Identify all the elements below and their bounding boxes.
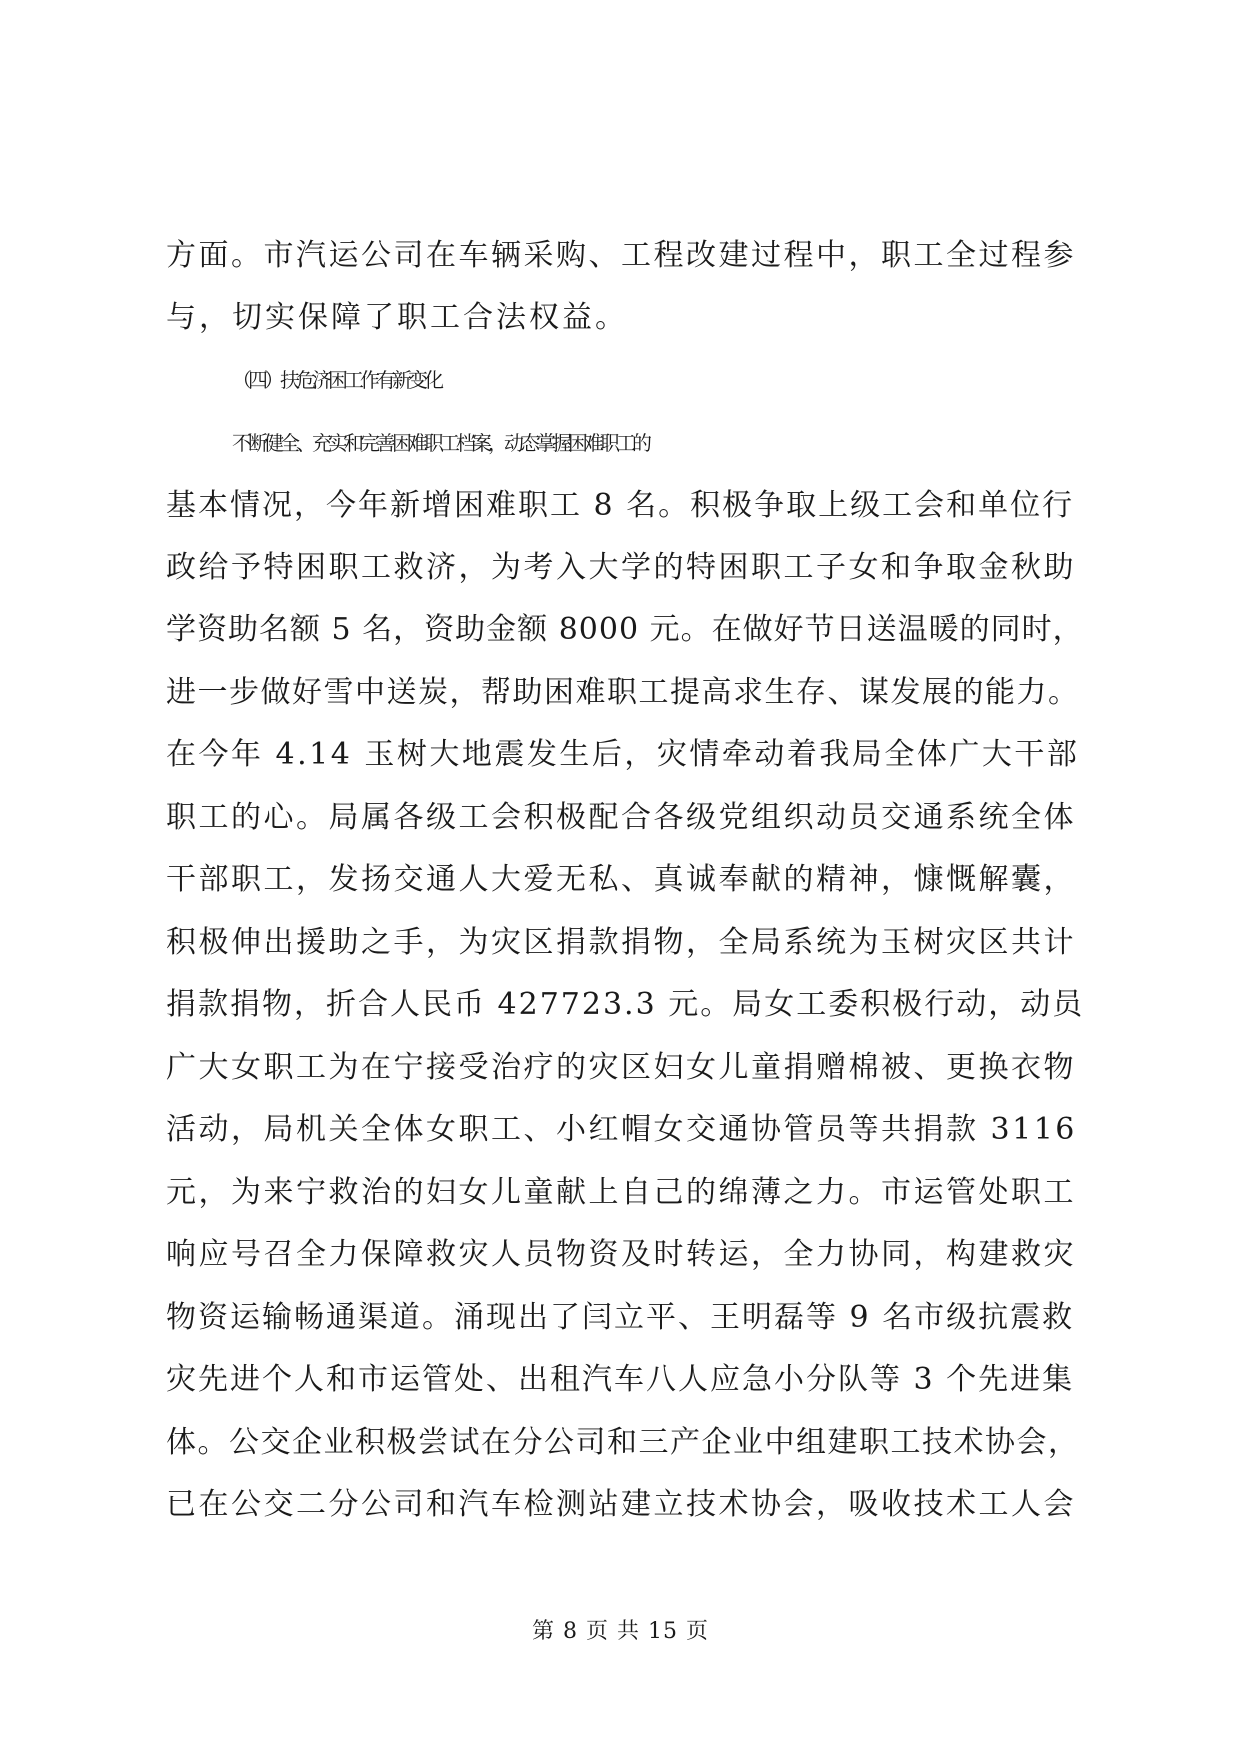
- body-line: 活动，局机关全体女职工、小红帽女交通协管员等共捐款 3116: [166, 1112, 1077, 1147]
- body-line: 已在公交二分公司和汽车检测站建立技术协会，吸收技术工人会: [166, 1487, 1076, 1522]
- body-line: 元，为来宁救治的妇女儿童献上自己的绵薄之力。市运管处职工: [166, 1175, 1076, 1210]
- body-line: 不断健全、充实和完善困难职工档案，动态掌握困难职工的: [232, 431, 648, 455]
- body-line: 进一步做好雪中送炭，帮助困难职工提高求生存、谋发展的能力。: [166, 675, 1080, 710]
- body-line: 学资助名额 5 名，资助金额 8000 元。在做好节日送温暖的同时，: [166, 612, 1084, 647]
- body-line: 在今年 4.14 玉树大地震发生后，灾情牵动着我局全体广大干部: [166, 737, 1080, 772]
- body-line: 职工的心。局属各级工会积极配合各级党组织动员交通系统全体: [166, 800, 1076, 835]
- page-number-footer: 第 8 页 共 15 页: [532, 1619, 709, 1644]
- body-line: 体。公交企业积极尝试在分公司和三产企业中组建职工技术协会，: [166, 1425, 1080, 1460]
- section-heading: （四）扶危济困工作有新变化: [232, 368, 440, 392]
- body-line: 与，切实保障了职工合法权益。: [166, 300, 628, 335]
- body-line: 干部职工，发扬交通人大爱无私、真诚奉献的精神，慷慨解囊，: [166, 862, 1076, 897]
- body-line: 积极伸出援助之手，为灾区捐款捐物，全局系统为玉树灾区共计: [166, 925, 1076, 960]
- body-line: 政给予特困职工救济，为考入大学的特困职工子女和争取金秋助: [166, 550, 1076, 585]
- body-line: 物资运输畅通渠道。涌现出了闫立平、王明磊等 9 名市级抗震救: [166, 1300, 1075, 1335]
- body-line: 灾先进个人和市运管处、出租汽车八人应急小分队等 3 个先进集: [166, 1362, 1075, 1397]
- body-line: 响应号召全力保障救灾人员物资及时转运，全力协同，构建救灾: [166, 1237, 1076, 1272]
- body-line: 基本情况，今年新增困难职工 8 名。积极争取上级工会和单位行: [166, 488, 1075, 523]
- body-line: 方面。市汽运公司在车辆采购、工程改建过程中，职工全过程参: [166, 238, 1076, 273]
- body-line: 捐款捐物，折合人民币 427723.3 元。局女工委积极行动，动员: [166, 987, 1085, 1022]
- body-line: 广大女职工为在宁接受治疗的灾区妇女儿童捐赠棉被、更换衣物: [166, 1050, 1076, 1085]
